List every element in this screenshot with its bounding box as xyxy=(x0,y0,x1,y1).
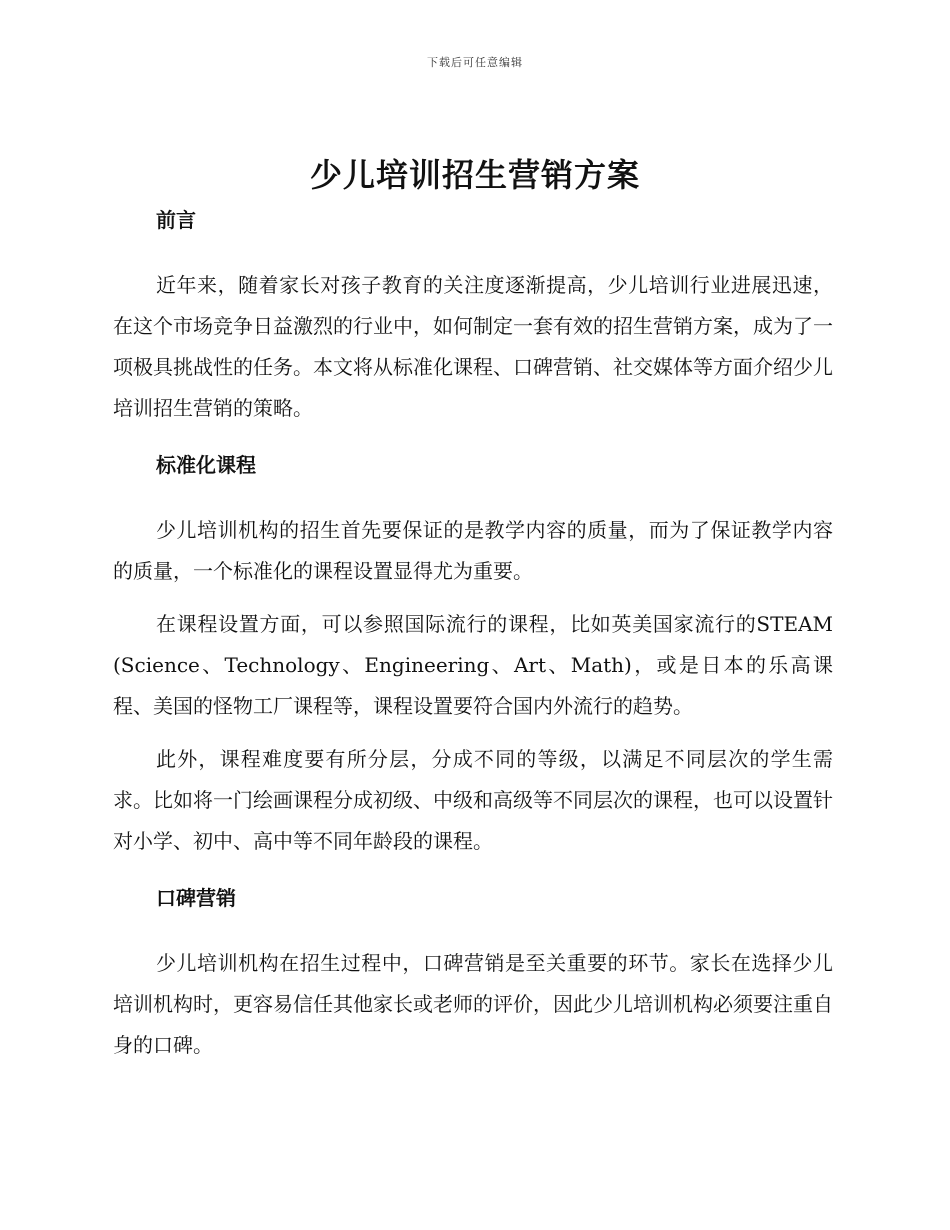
section-heading-word-of-mouth: 口碑营销 xyxy=(156,886,236,910)
document-title: 少儿培训招生营销方案 xyxy=(309,156,640,194)
preface-paragraph: 近年来，随着家长对孩子教育的关注度逐渐提高，少儿培训行业进展迅速，在这个市场竞争日益激烈的行业中，如何制定一套有效的招生营销方案，成为了一项极具挑战性的任务。本文将从标准化课程、口碑营销、社交媒体等方面介绍少儿培训招生营销的策略。 xyxy=(113,273,833,420)
standard-course-paragraph-2: 在课程设置方面，可以参照国际流行的课程，比如英美国家流行的STEAM(Science、Technology、Engineering、Art、Math)，或是日本的乐高课程、美国的怪物工厂课程等，课程设置要符合国内外流行的趋势。 xyxy=(113,612,833,718)
word-of-mouth-paragraph: 少儿培训机构在招生过程中，口碑营销是至关重要的环节。家长在选择少儿培训机构时，更容易信任其他家长或老师的评价，因此少儿培训机构必须要注重自身的口碑。 xyxy=(113,951,833,1057)
document-body xyxy=(113,206,833,1066)
standard-course-paragraph-1: 少儿培训机构的招生首先要保证的是教学内容的质量，而为了保证教学内容的质量，一个标准化的课程设置显得尤为重要。 xyxy=(113,518,833,583)
header-note: 下载后可任意编辑 xyxy=(427,56,523,69)
standard-course-paragraph-3: 此外，课程难度要有所分层，分成不同的等级，以满足不同层次的学生需求。比如将一门绘画课程分成初级、中级和高级等不同层次的课程，也可以设置针对小学、初中、高中等不同年龄段的课程。 xyxy=(113,747,833,853)
section-heading-preface: 前言 xyxy=(156,208,196,232)
section-heading-standard-course: 标准化课程 xyxy=(156,453,256,477)
